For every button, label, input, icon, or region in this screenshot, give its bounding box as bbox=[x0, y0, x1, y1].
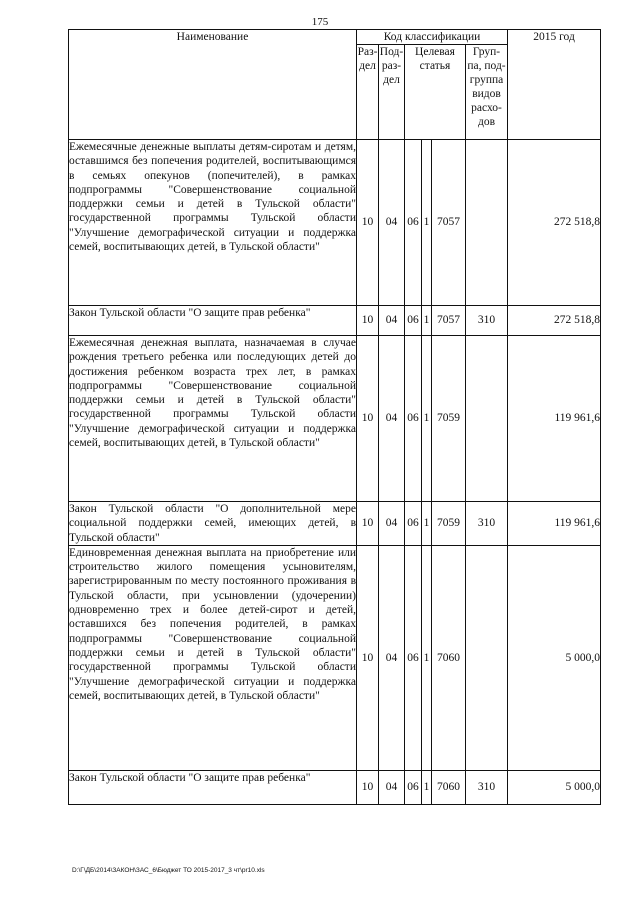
row-target-subprogram: 1 bbox=[422, 770, 432, 804]
row-section: 10 bbox=[357, 336, 379, 502]
row-target-direction: 7060 bbox=[432, 770, 466, 804]
row-name: Закон Тульской области "О защите прав ребенка" bbox=[69, 770, 357, 804]
row-name: Ежемесячные денежные выплаты детям-сиротам и детям, оставшимся без попечения родителей, воспитывающимся в семьях опекунов (попечителей), в рамках подпрограммы "Совершенствование социальной поддержки семьи и детей в Тульской области" государственной программы Тульской области "Улучшение демографической ситуации и поддержка семей, воспитывающих детей, в Тульской области" bbox=[69, 140, 357, 306]
row-expense-group bbox=[466, 545, 508, 770]
row-expense-group bbox=[466, 336, 508, 502]
table-row bbox=[69, 140, 601, 306]
row-name: Закон Тульской области "О дополнительной мере социальной поддержки семей, имеющих детей, в Тульской области" bbox=[69, 503, 356, 544]
row-subsection: 04 bbox=[379, 336, 405, 502]
row-subsection: 04 bbox=[379, 140, 405, 306]
budget-table bbox=[68, 29, 601, 805]
header-target-article: Целевая статья bbox=[405, 45, 466, 140]
row-amount: 5 000,0 bbox=[508, 545, 601, 770]
header-section: Раз- дел bbox=[357, 45, 379, 140]
table-row bbox=[69, 770, 601, 804]
row-target-subprogram: 1 bbox=[422, 140, 432, 306]
row-target-program: 06 bbox=[405, 306, 422, 336]
row-name: Единовременная денежная выплата на приобретение или строительство жилого помещения усыновителям, зарегистрированным по месту постоянного проживания в Тульской области, при усыновлении (удочерении) одновременно трех и более детей-сирот и детей, оставшихся без попечения родителей, в рамках подпрограммы "Совершенствование социальной поддержки семьи и детей в Тульской области" государственной программы Тульской области "Улучшение демографической ситуации и поддержка семей, воспитывающих детей, в Тульской области" bbox=[69, 545, 357, 770]
row-name: Ежемесячная денежная выплата, назначаемая в случае рождения третьего ребенка или последующих детей до достижения ребенком возраста трех лет, в рамках подпрограммы "Совершенствование социальной поддержки семьи и детей в Тульской области" государственной программы Тульской области "Улучшение демографической ситуации и поддержка семей, воспитывающих детей, в Тульской области" bbox=[69, 336, 357, 502]
row-target-program: 06 bbox=[405, 140, 422, 306]
row-expense-group: 310 bbox=[466, 770, 508, 804]
header-name: Наименование bbox=[69, 30, 357, 140]
row-expense-group bbox=[466, 140, 508, 306]
row-subsection: 04 bbox=[379, 502, 405, 546]
row-target-direction: 7057 bbox=[432, 306, 466, 336]
row-target-direction: 7057 bbox=[432, 140, 466, 306]
header-expense-group: Груп- па, под- группа видов расхо- дов bbox=[466, 45, 508, 140]
row-target-direction: 7060 bbox=[432, 545, 466, 770]
row-section: 10 bbox=[357, 140, 379, 306]
footer-file-path: D:\Г\ДБ\2014\ЗАКОН\ЗАС_6\Бюджет ТО 2015-2017_3 чт\pr10.xls bbox=[72, 867, 265, 874]
row-target-direction: 7059 bbox=[432, 336, 466, 502]
table-row bbox=[69, 336, 601, 502]
row-amount: 119 961,6 bbox=[508, 502, 601, 546]
row-subsection: 04 bbox=[379, 545, 405, 770]
header-year: 2015 год bbox=[508, 30, 601, 140]
table-row bbox=[69, 545, 601, 770]
page-number: 175 bbox=[311, 16, 329, 28]
header-classification: Код классификации bbox=[357, 30, 508, 45]
row-target-program: 06 bbox=[405, 770, 422, 804]
row-amount: 5 000,0 bbox=[508, 770, 601, 804]
row-expense-group: 310 bbox=[466, 306, 508, 336]
row-target-program: 06 bbox=[405, 336, 422, 502]
row-target-subprogram: 1 bbox=[422, 545, 432, 770]
row-amount: 119 961,6 bbox=[508, 336, 601, 502]
row-target-subprogram: 1 bbox=[422, 306, 432, 336]
row-amount: 272 518,8 bbox=[508, 306, 601, 336]
row-target-subprogram: 1 bbox=[422, 502, 432, 546]
header-subsection: Под- раз- дел bbox=[379, 45, 405, 140]
row-section: 10 bbox=[357, 770, 379, 804]
row-target-program: 06 bbox=[405, 502, 422, 546]
row-target-direction: 7059 bbox=[432, 502, 466, 546]
row-subsection: 04 bbox=[379, 770, 405, 804]
row-section: 10 bbox=[357, 306, 379, 336]
table-row bbox=[69, 306, 601, 336]
table-row bbox=[69, 502, 601, 546]
row-target-subprogram: 1 bbox=[422, 336, 432, 502]
row-subsection: 04 bbox=[379, 306, 405, 336]
row-amount: 272 518,8 bbox=[508, 140, 601, 306]
row-section: 10 bbox=[357, 502, 379, 546]
row-expense-group: 310 bbox=[466, 502, 508, 546]
row-name: Закон Тульской области "О защите прав ребенка" bbox=[69, 306, 357, 336]
row-target-program: 06 bbox=[405, 545, 422, 770]
row-section: 10 bbox=[357, 545, 379, 770]
